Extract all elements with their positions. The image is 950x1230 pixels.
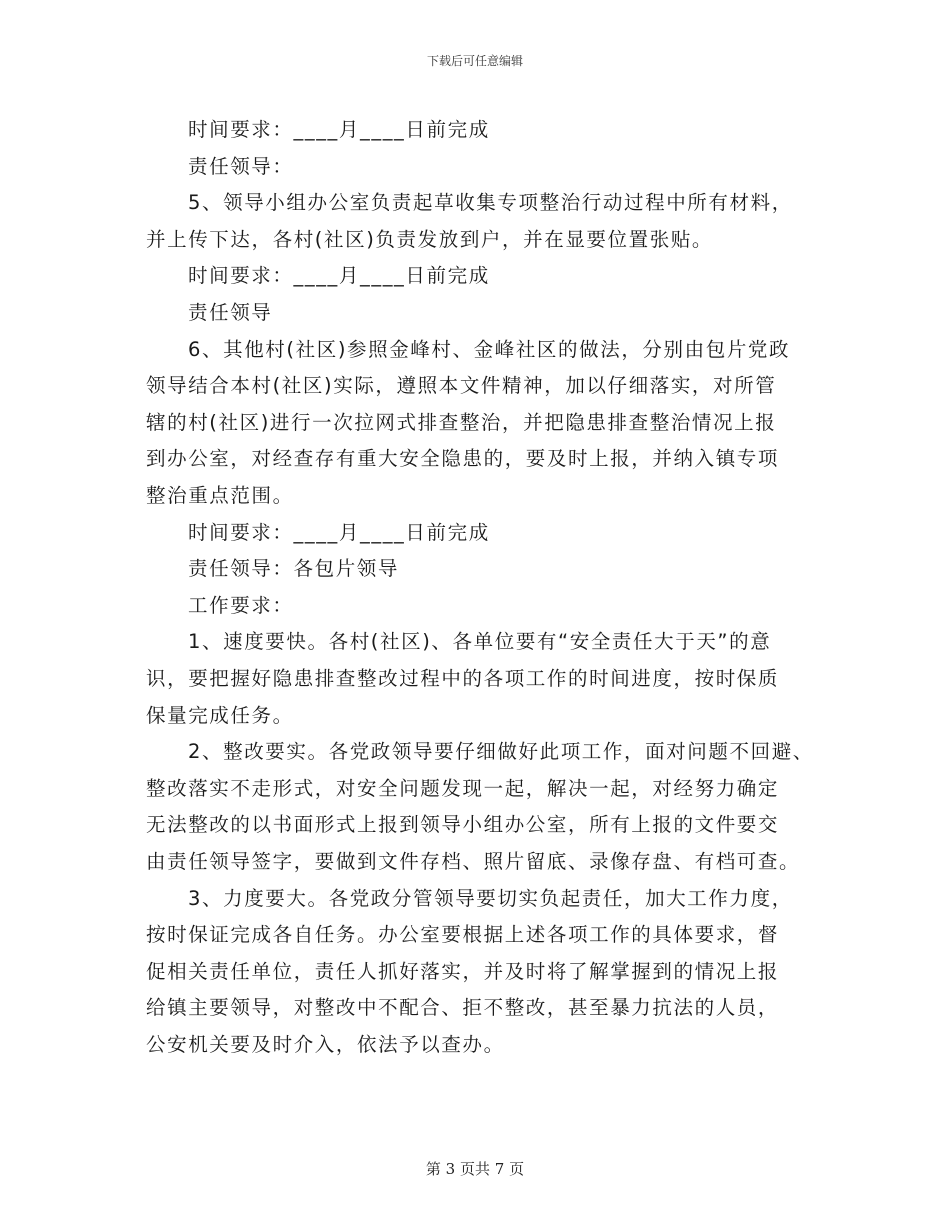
text-line: 时间要求：____月____日前完成	[188, 520, 490, 544]
text-line: 到办公室，对经查存有重大安全隐患的，要及时上报，并纳入镇专项	[146, 447, 780, 471]
text-line: 保量完成任务。	[146, 703, 294, 727]
text-line: 时间要求：____月____日前完成	[188, 264, 490, 288]
text-line: 按时保证完成各自任务。办公室要根据上述各项工作的具体要求，督	[146, 923, 780, 947]
text-line: 3、力度要大。各党政分管领导要切实负起责任，加大工作力度，	[188, 886, 793, 910]
text-line: 责任领导	[188, 301, 273, 324]
text-line: 6、其他村(社区)参照金峰村、金峰社区的做法，分别由包片党政	[188, 337, 791, 361]
text-line: 给镇主要领导，对整改中不配合、拒不整改，甚至暴力抗法的人员，	[146, 996, 780, 1020]
text-line: 并上传下达，各村(社区)负责发放到户，并在显要位置张贴。	[146, 227, 714, 251]
text-line: 责任领导：	[188, 154, 294, 178]
text-line: 时间要求：____月____日前完成	[188, 118, 490, 141]
text-line: 由责任领导签字，要做到文件存档、照片留底、录像存盘、有档可查。	[146, 850, 801, 873]
text-line: 公安机关要及时介入，依法予以查办。	[146, 1033, 505, 1056]
text-line: 工作要求：	[188, 593, 294, 617]
text-line: 2、整改要实。各党政领导要仔细做好此项工作，面对问题不回避、	[188, 740, 814, 764]
text-line: 责任领导：各包片领导	[188, 557, 400, 581]
page-header: 下载后可任意编辑	[426, 54, 523, 68]
text-line: 识，要把握好隐患排查整改过程中的各项工作的时间进度，按时保质	[146, 667, 780, 690]
text-line: 辖的村(社区)进行一次拉网式排查整治，并把隐患排查整治情况上报	[146, 410, 777, 434]
page-footer: 第 3 页共 7 页	[425, 1160, 525, 1178]
text-line: 1、速度要快。各村(社区)、各单位要有“安全责任大于天”的意	[188, 630, 772, 654]
text-line: 领导结合本村(社区)实际，遵照本文件精神，加以仔细落实，对所管	[146, 374, 777, 398]
text-line: 5、领导小组办公室负责起草收集专项整治行动过程中所有材料，	[188, 191, 793, 215]
text-line: 无法整改的以书面形式上报到领导小组办公室，所有上报的文件要交	[146, 813, 780, 837]
text-line: 整治重点范围。	[146, 484, 294, 507]
text-line: 促相关责任单位，责任人抓好落实，并及时将了解掌握到的情况上报	[146, 959, 780, 983]
text-line: 整改落实不走形式，对安全问题发现一起，解决一起，对经努力确定	[146, 776, 780, 800]
